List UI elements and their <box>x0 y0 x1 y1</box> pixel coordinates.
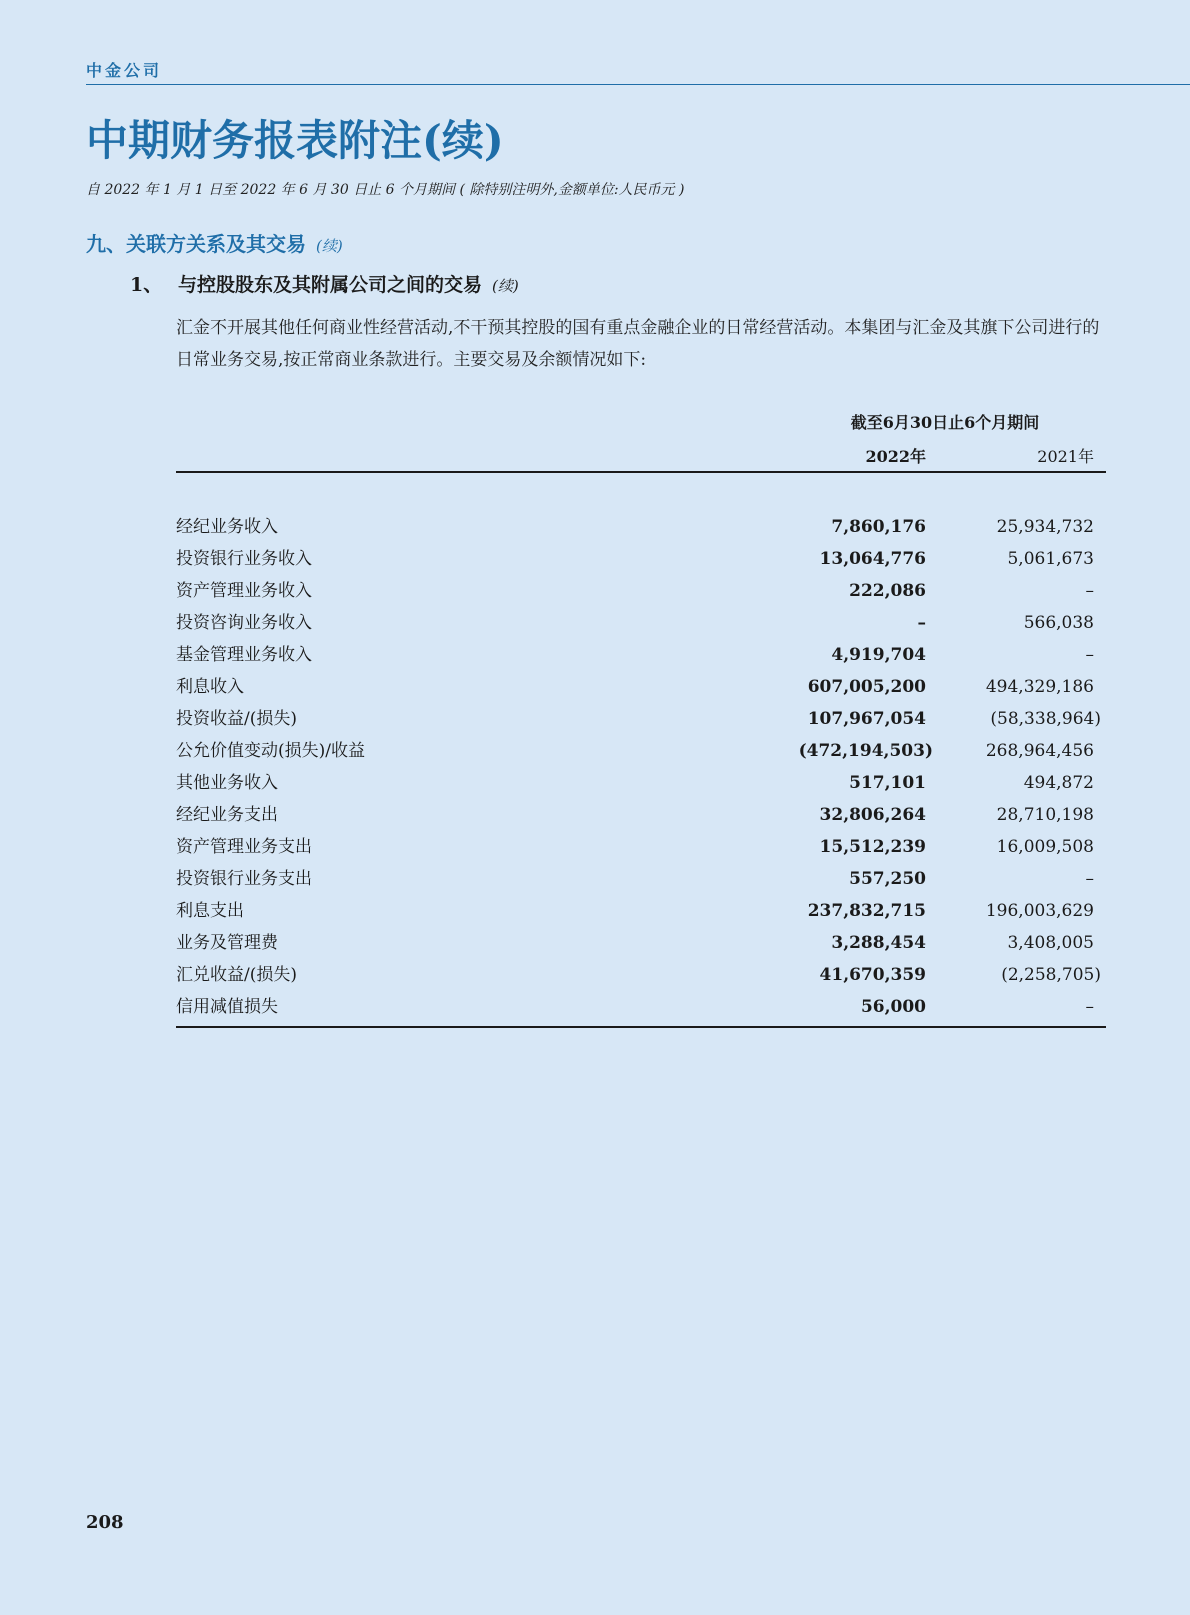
column-header-current: 2022年 <box>865 447 926 466</box>
row-label: 经纪业务收入 <box>176 517 278 537</box>
table-row <box>176 863 1106 895</box>
company-name: 中金公司 <box>86 61 163 80</box>
row-label: 投资咨询业务收入 <box>176 613 312 633</box>
subsection-title: 与控股股东及其附属公司之间的交易 <box>178 274 483 296</box>
row-value-prior: 5,061,673 <box>1007 549 1094 569</box>
table-body <box>176 511 1106 1028</box>
row-value-prior: 16,009,508 <box>996 837 1094 857</box>
table-row <box>176 895 1106 927</box>
row-value-prior: 268,964,456 <box>985 741 1094 761</box>
row-value-prior: 28,710,198 <box>996 805 1094 825</box>
table-row <box>176 991 1106 1023</box>
row-value-current: 557,250 <box>849 869 926 889</box>
table-bottom-rule <box>176 1026 1106 1028</box>
section-heading <box>86 228 343 257</box>
row-label: 利息收入 <box>176 677 244 697</box>
row-value-current: 517,101 <box>849 773 926 793</box>
table-row <box>176 511 1106 543</box>
row-value-prior: (2,258,705) <box>1001 965 1101 985</box>
row-value-prior: – <box>1085 581 1094 601</box>
row-value-current: 7,860,176 <box>831 517 926 537</box>
row-value-current: 222,086 <box>849 581 926 601</box>
table-row <box>176 607 1106 639</box>
row-label: 其他业务收入 <box>176 773 278 793</box>
row-label: 资产管理业务收入 <box>176 581 312 601</box>
subsection-number: 1、 <box>130 274 163 296</box>
period-header: 截至6月30日止6个月期间 <box>850 413 1040 432</box>
row-value-prior: – <box>1085 869 1094 889</box>
row-label: 资产管理业务支出 <box>176 837 312 857</box>
row-value-current: 107,967,054 <box>807 709 926 729</box>
row-label: 业务及管理费 <box>176 933 278 953</box>
table-row <box>176 575 1106 607</box>
row-value-prior: 3,408,005 <box>1007 933 1094 953</box>
table-row <box>176 831 1106 863</box>
row-value-current: – <box>917 613 926 633</box>
table-row <box>176 543 1106 575</box>
row-value-current: 4,919,704 <box>831 645 926 665</box>
row-value-prior: – <box>1085 997 1094 1017</box>
section-title: 九、关联方关系及其交易 <box>86 232 306 256</box>
row-label: 投资收益/(损失) <box>176 709 297 729</box>
row-label: 信用减值损失 <box>176 997 278 1017</box>
row-value-current: 41,670,359 <box>819 965 926 985</box>
row-value-prior: 196,003,629 <box>985 901 1094 921</box>
row-value-current: 32,806,264 <box>819 805 926 825</box>
row-value-prior: 25,934,732 <box>996 517 1094 537</box>
section-continued: (续) <box>316 237 343 255</box>
row-value-current: 15,512,239 <box>819 837 926 857</box>
row-value-prior: 494,329,186 <box>985 677 1094 697</box>
row-label: 汇兑收益/(损失) <box>176 965 297 985</box>
row-value-prior: 494,872 <box>1023 773 1094 793</box>
subsection-heading <box>130 270 519 297</box>
row-label: 经纪业务支出 <box>176 805 278 825</box>
row-value-current: (472,194,503) <box>798 741 933 761</box>
header-rule <box>86 84 1190 85</box>
table-row <box>176 735 1106 767</box>
row-label: 利息支出 <box>176 901 244 921</box>
page-subtitle: 自 2022 年 1 月 1 日至 2022 年 6 月 30 日止 6 个月期间 ( 除特别注明外,金额单位:人民币元 ) <box>86 182 685 198</box>
row-label: 投资银行业务收入 <box>176 549 312 569</box>
row-value-prior: 566,038 <box>1023 613 1094 633</box>
row-value-current: 13,064,776 <box>819 549 926 569</box>
column-header-prior: 2021年 <box>1037 447 1094 466</box>
page-title: 中期财务报表附注(续) <box>86 116 504 165</box>
row-label: 投资银行业务支出 <box>176 869 312 889</box>
table-row <box>176 671 1106 703</box>
table-row <box>176 703 1106 735</box>
page-number: 208 <box>86 1512 124 1533</box>
subsection-continued: (续) <box>492 277 519 295</box>
row-label: 公允价值变动(损失)/收益 <box>176 741 365 761</box>
intro-paragraph: 汇金不开展其他任何商业性经营活动,不干预其控股的国有重点金融企业的日常经营活动。本集团与汇金及其旗下公司进行的日常业务交易,按正常商业条款进行。主要交易及余额情况如下: <box>176 318 1100 370</box>
table-row <box>176 959 1106 991</box>
table-row <box>176 767 1106 799</box>
row-value-prior: (58,338,964) <box>990 709 1101 729</box>
row-label: 基金管理业务收入 <box>176 645 312 665</box>
row-value-prior: – <box>1085 645 1094 665</box>
row-value-current: 56,000 <box>860 997 926 1017</box>
row-value-current: 3,288,454 <box>831 933 926 953</box>
row-value-current: 237,832,715 <box>807 901 926 921</box>
table-row <box>176 799 1106 831</box>
row-value-current: 607,005,200 <box>807 677 926 697</box>
table-row <box>176 639 1106 671</box>
table-header-rule <box>176 471 1106 473</box>
table-row <box>176 927 1106 959</box>
